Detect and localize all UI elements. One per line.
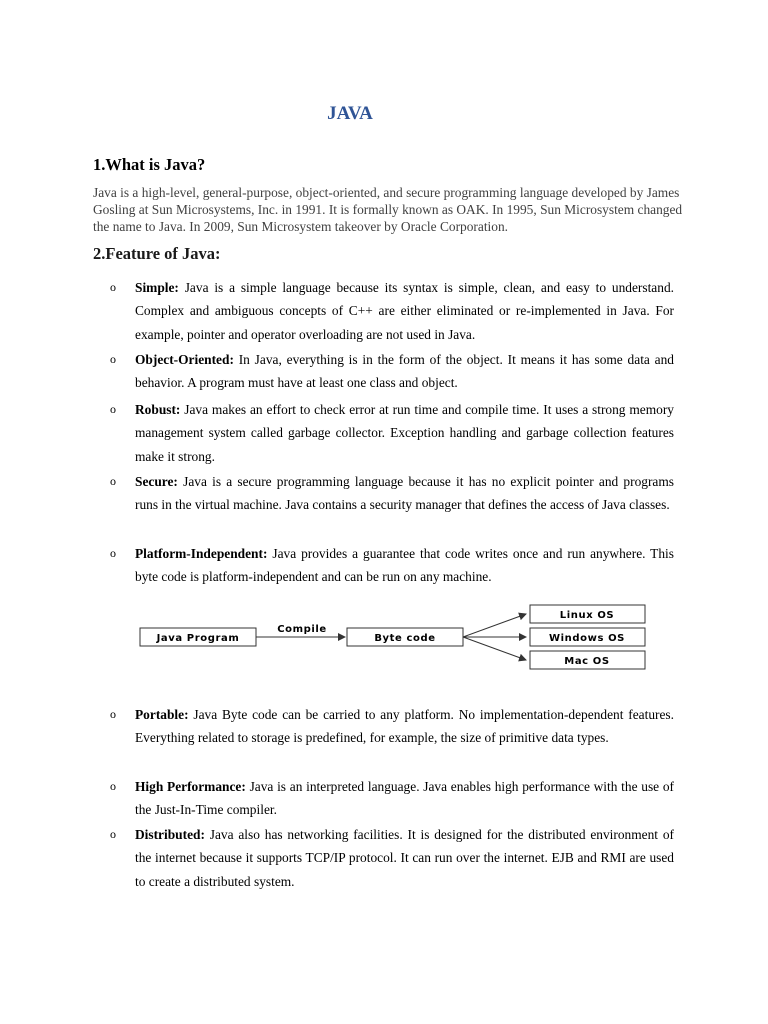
bullet-icon: o <box>110 779 116 793</box>
bullet-icon: o <box>110 474 116 488</box>
feature-text: Java also has networking facilities. It is designed for the distributed environment of the internet because it supports TCP/IP protocol. It can run over the internet. EJB and RMI are used to create a distributed system. <box>135 827 674 889</box>
feature-term: Robust: <box>135 402 181 417</box>
feature-term: Distributed: <box>135 827 205 842</box>
linux-os-box <box>530 605 645 623</box>
feature-text: Java Byte code can be carried to any platform. No implementation-dependent features. Everything related to storage is predefined, for example, the size of primitive data types. <box>135 707 674 746</box>
feature-item-portable <box>110 703 674 750</box>
feature-item-object-oriented <box>110 348 674 395</box>
byte-code-box <box>347 628 463 646</box>
feature-term: Object-Oriented: <box>135 352 234 367</box>
feature-text: Java is an interpreted language. Java enables high performance with the use of the Just-In-Time compiler. <box>135 779 674 818</box>
compile-diagram-svg <box>138 600 650 674</box>
compile-diagram <box>138 600 650 674</box>
feature-item-simple <box>110 276 674 346</box>
feature-term: Secure: <box>135 474 178 489</box>
section-heading-features: 2.Feature of Java: <box>93 244 221 263</box>
bullet-icon: o <box>110 352 116 366</box>
bullet-icon: o <box>110 280 116 294</box>
windows-os-box <box>530 628 645 646</box>
feature-text: Java is a simple language because its syntax is simple, clean, and easy to understand. Complex and ambiguous concepts of C++ are either eliminated or re-implemented in Java. For example, pointer and operator overloading are not used in Java. <box>135 280 674 342</box>
feature-item-high-performance <box>110 775 674 822</box>
windows-os-label: Windows OS <box>549 633 625 644</box>
feature-text: Java provides a guarantee that code writes once and run anywhere. This byte code is platform-independent and can be run on any machine. <box>135 546 674 585</box>
feature-term: High Performance: <box>135 779 246 794</box>
feature-item-distributed <box>110 823 674 893</box>
compile-label: Compile <box>277 624 327 635</box>
intro-paragraph: Java is a high-level, general-purpose, object-oriented, and secure programming language developed by James Gosling at Sun Microsystems, Inc. in 1991. It is formally known as OAK. In 1995, Sun Microsystem changed the name to Java. In 2009, Sun Microsystem takeover by Oracle Corporation. <box>93 185 683 235</box>
document-title: JAVA <box>327 103 373 124</box>
arrow-to-mac <box>463 637 526 660</box>
feature-item-robust <box>110 398 674 468</box>
feature-item-platform-independent <box>110 542 674 589</box>
feature-text: In Java, everything is in the form of the object. It means it has some data and behavior. A program must have at least one class and object. <box>135 352 674 391</box>
java-program-box <box>140 628 256 646</box>
feature-term: Portable: <box>135 707 189 722</box>
bullet-icon: o <box>110 546 116 560</box>
mac-os-label: Mac OS <box>564 656 610 667</box>
mac-os-box <box>530 651 645 669</box>
feature-text: Java makes an effort to check error at run time and compile time. It uses a strong memory management system called garbage collector. Exception handling and garbage collection features make it strong. <box>135 402 674 464</box>
feature-text: Java is a secure programming language because it has no explicit pointer and programs runs in the virtual machine. Java contains a security manager that defines the access of Java classes. <box>135 474 674 513</box>
arrow-to-linux <box>463 614 526 637</box>
feature-term: Platform-Independent: <box>135 546 268 561</box>
feature-item-secure <box>110 470 674 517</box>
java-program-label: Java Program <box>156 633 240 644</box>
byte-code-label: Byte code <box>374 633 436 644</box>
bullet-icon: o <box>110 827 116 841</box>
bullet-icon: o <box>110 402 116 416</box>
linux-os-label: Linux OS <box>559 610 615 621</box>
section-heading-what-is-java: 1.What is Java? <box>93 155 206 174</box>
bullet-icon: o <box>110 707 116 721</box>
feature-term: Simple: <box>135 280 179 295</box>
